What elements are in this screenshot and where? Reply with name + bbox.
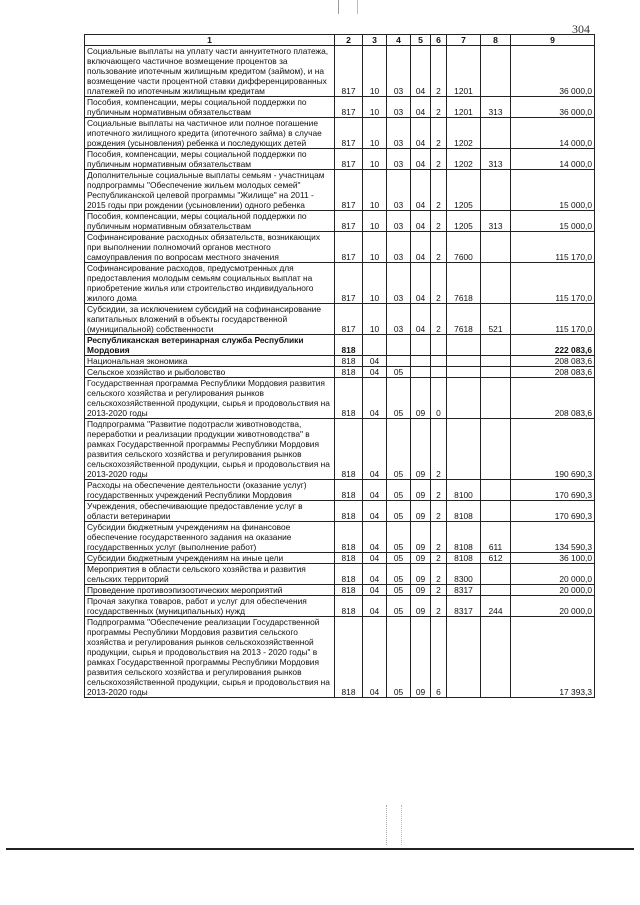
row-expense-type-cell: [481, 335, 511, 356]
row-expense-type-cell: 313: [481, 149, 511, 170]
row-subsection-cell: 05: [387, 501, 411, 522]
row-target-cell: 8108: [447, 553, 481, 564]
row-section-cell: 04: [363, 378, 387, 419]
row-amount-cell: 208 083,6: [511, 367, 595, 378]
row-code-cell: 818: [335, 596, 363, 617]
row-section-cell: 04: [363, 480, 387, 501]
row-target-cell: 8108: [447, 522, 481, 553]
row-expense-type-cell: [481, 480, 511, 501]
table-row: [85, 304, 595, 335]
row-target-cell: [447, 378, 481, 419]
row-amount-cell: 115 170,0: [511, 263, 595, 304]
table-row: [85, 553, 595, 564]
row-subsection-cell: 03: [387, 232, 411, 263]
row-program-cell: 09: [411, 480, 431, 501]
row-subsection-cell: 03: [387, 211, 411, 232]
row-expense-type-cell: [481, 356, 511, 367]
row-amount-cell: 20 000,0: [511, 596, 595, 617]
row-section-cell: 10: [363, 211, 387, 232]
row-name-cell: Проведение противоэпизоотических мероприятий: [85, 585, 335, 596]
row-target-cell: 7618: [447, 304, 481, 335]
row-section-cell: 10: [363, 46, 387, 97]
row-amount-cell: 134 590,3: [511, 522, 595, 553]
row-amount-cell: 15 000,0: [511, 211, 595, 232]
row-target-cell: 1202: [447, 118, 481, 149]
row-section-cell: 10: [363, 149, 387, 170]
row-subprogram-cell: 2: [431, 564, 447, 585]
scan-artifact-bottom: [386, 805, 402, 845]
row-program-cell: 04: [411, 170, 431, 211]
row-name-cell: Софинансирование расходных обязательств, возникающих при выполнении полномочий органов местного самоуправления по вопросам местного значения: [85, 232, 335, 263]
row-subprogram-cell: 2: [431, 522, 447, 553]
row-amount-cell: 20 000,0: [511, 564, 595, 585]
column-header: 2: [335, 35, 363, 46]
row-subsection-cell: 03: [387, 304, 411, 335]
row-program-cell: 09: [411, 564, 431, 585]
row-expense-type-cell: [481, 118, 511, 149]
row-amount-cell: 36 100,0: [511, 553, 595, 564]
row-amount-cell: 20 000,0: [511, 585, 595, 596]
row-program-cell: 04: [411, 118, 431, 149]
page-number: 304: [572, 22, 590, 36]
row-subprogram-cell: 2: [431, 419, 447, 480]
row-target-cell: 7600: [447, 232, 481, 263]
row-code-cell: 817: [335, 304, 363, 335]
row-amount-cell: 222 083,6: [511, 335, 595, 356]
row-program-cell: 09: [411, 378, 431, 419]
column-header: 7: [447, 35, 481, 46]
row-name-cell: Прочая закупка товаров, работ и услуг для обеспечения государственных (муниципальных) нужд: [85, 596, 335, 617]
row-subprogram-cell: [431, 335, 447, 356]
row-name-cell: Сельское хозяйство и рыболовство: [85, 367, 335, 378]
table-row: [85, 335, 595, 356]
column-header: 1: [85, 35, 335, 46]
column-header: 3: [363, 35, 387, 46]
row-program-cell: 09: [411, 553, 431, 564]
row-program-cell: 04: [411, 211, 431, 232]
row-program-cell: 09: [411, 585, 431, 596]
row-code-cell: 817: [335, 232, 363, 263]
row-subsection-cell: 05: [387, 367, 411, 378]
row-subsection-cell: 03: [387, 118, 411, 149]
row-section-cell: 10: [363, 232, 387, 263]
row-expense-type-cell: [481, 170, 511, 211]
column-header: 4: [387, 35, 411, 46]
table-row: [85, 263, 595, 304]
row-section-cell: 04: [363, 596, 387, 617]
row-amount-cell: 14 000,0: [511, 149, 595, 170]
column-header: 5: [411, 35, 431, 46]
row-target-cell: 1201: [447, 46, 481, 97]
row-subsection-cell: [387, 356, 411, 367]
row-program-cell: 09: [411, 617, 431, 698]
row-subprogram-cell: 2: [431, 553, 447, 564]
table-row: [85, 522, 595, 553]
row-target-cell: 8317: [447, 596, 481, 617]
row-target-cell: 1201: [447, 97, 481, 118]
row-name-cell: Дополнительные социальные выплаты семьям - участницам подпрограммы "Обеспечение жильем молодых семей" Республиканской целевой программы "Жилище" на 2011 - 2015 годы при рождении (усыновлении) одного ребенка: [85, 170, 335, 211]
row-target-cell: 8300: [447, 564, 481, 585]
table-row: [85, 419, 595, 480]
row-program-cell: 04: [411, 232, 431, 263]
row-subsection-cell: 03: [387, 149, 411, 170]
row-subprogram-cell: [431, 367, 447, 378]
table-row: [85, 617, 595, 698]
row-section-cell: 04: [363, 356, 387, 367]
row-section-cell: 10: [363, 304, 387, 335]
row-expense-type-cell: 313: [481, 97, 511, 118]
row-code-cell: 818: [335, 585, 363, 596]
row-name-cell: Подпрограмма "Развитие подотрасли животноводства, переработки и реализации продукции животноводства" в рамках Государственной программы Республики Мордовия развития сельского хозяйства и регулирования рынков сельскохозяйственной продукции, сырья и продовольствия на 2013-2020 годы: [85, 419, 335, 480]
row-subprogram-cell: 2: [431, 232, 447, 263]
table-header-row: [85, 35, 595, 46]
row-subprogram-cell: 2: [431, 211, 447, 232]
table-row: [85, 170, 595, 211]
row-subprogram-cell: 2: [431, 170, 447, 211]
row-expense-type-cell: 521: [481, 304, 511, 335]
table-row: [85, 97, 595, 118]
column-header: 6: [431, 35, 447, 46]
row-subprogram-cell: 2: [431, 480, 447, 501]
row-subsection-cell: 05: [387, 480, 411, 501]
row-code-cell: 818: [335, 335, 363, 356]
table-row: [85, 480, 595, 501]
table-row: [85, 585, 595, 596]
row-amount-cell: 208 083,6: [511, 378, 595, 419]
row-name-cell: Социальные выплаты на частичное или полное погашение ипотечного жилищного кредита (ипотечного займа) в случае рождения (усыновления) ребенка и последующих детей: [85, 118, 335, 149]
row-name-cell: Социальные выплаты на уплату части аннуитетного платежа, включающего частичное возмещение процентов за пользование ипотечным жилищным кредитом (займом), и на возмещение части процентной ставки дифференцированных платежей по ипотечным жилищным кредитам: [85, 46, 335, 97]
row-target-cell: [447, 356, 481, 367]
row-subprogram-cell: [431, 356, 447, 367]
row-amount-cell: 170 690,3: [511, 501, 595, 522]
row-amount-cell: 36 000,0: [511, 46, 595, 97]
row-program-cell: [411, 335, 431, 356]
row-subprogram-cell: 2: [431, 585, 447, 596]
row-subsection-cell: 05: [387, 617, 411, 698]
row-section-cell: [363, 335, 387, 356]
table-row: [85, 118, 595, 149]
row-amount-cell: 17 393,3: [511, 617, 595, 698]
row-amount-cell: 115 170,0: [511, 304, 595, 335]
row-section-cell: 04: [363, 419, 387, 480]
row-code-cell: 818: [335, 367, 363, 378]
row-expense-type-cell: [481, 378, 511, 419]
row-expense-type-cell: [481, 232, 511, 263]
table-row: [85, 46, 595, 97]
row-program-cell: 04: [411, 97, 431, 118]
row-program-cell: 09: [411, 596, 431, 617]
row-subprogram-cell: 2: [431, 501, 447, 522]
row-program-cell: 04: [411, 263, 431, 304]
row-code-cell: 817: [335, 263, 363, 304]
row-subsection-cell: 03: [387, 97, 411, 118]
row-code-cell: 818: [335, 522, 363, 553]
row-subprogram-cell: 2: [431, 46, 447, 97]
row-amount-cell: 115 170,0: [511, 232, 595, 263]
row-code-cell: 818: [335, 564, 363, 585]
row-code-cell: 818: [335, 480, 363, 501]
row-target-cell: 8108: [447, 501, 481, 522]
row-name-cell: Софинансирование расходов, предусмотренных для предоставления молодым семьям социальных выплат на приобретение жилья или строительство индивидуального жилого дома: [85, 263, 335, 304]
row-program-cell: [411, 356, 431, 367]
row-section-cell: 10: [363, 97, 387, 118]
row-expense-type-cell: 313: [481, 211, 511, 232]
row-section-cell: 04: [363, 501, 387, 522]
row-subsection-cell: 03: [387, 263, 411, 304]
budget-table: [84, 34, 595, 698]
row-amount-cell: 190 690,3: [511, 419, 595, 480]
row-target-cell: [447, 335, 481, 356]
row-section-cell: 10: [363, 118, 387, 149]
row-name-cell: Республиканская ветеринарная служба Республики Мордовия: [85, 335, 335, 356]
row-name-cell: Мероприятия в области сельского хозяйства и развития сельских территорий: [85, 564, 335, 585]
row-code-cell: 817: [335, 149, 363, 170]
row-name-cell: Расходы на обеспечение деятельности (оказание услуг) государственных учреждений Республики Мордовия: [85, 480, 335, 501]
row-subprogram-cell: 6: [431, 617, 447, 698]
row-program-cell: 04: [411, 46, 431, 97]
row-section-cell: 04: [363, 553, 387, 564]
row-subsection-cell: 05: [387, 564, 411, 585]
row-program-cell: 04: [411, 304, 431, 335]
table-row: [85, 211, 595, 232]
table-row: [85, 356, 595, 367]
row-expense-type-cell: [481, 367, 511, 378]
row-name-cell: Учреждения, обеспечивающие предоставление услуг в области ветеринарии: [85, 501, 335, 522]
row-target-cell: 8100: [447, 480, 481, 501]
row-target-cell: 1205: [447, 211, 481, 232]
row-target-cell: 8317: [447, 585, 481, 596]
row-amount-cell: 14 000,0: [511, 118, 595, 149]
row-name-cell: Пособия, компенсации, меры социальной поддержки по публичным нормативным обязательствам: [85, 149, 335, 170]
row-subsection-cell: 05: [387, 378, 411, 419]
row-subprogram-cell: 2: [431, 304, 447, 335]
row-program-cell: 04: [411, 149, 431, 170]
row-code-cell: 817: [335, 211, 363, 232]
row-code-cell: 818: [335, 553, 363, 564]
column-header: 9: [511, 35, 595, 46]
row-subprogram-cell: 0: [431, 378, 447, 419]
table-row: [85, 232, 595, 263]
row-section-cell: 04: [363, 564, 387, 585]
row-name-cell: Субсидии бюджетным учреждениям на иные цели: [85, 553, 335, 564]
row-section-cell: 10: [363, 263, 387, 304]
row-code-cell: 818: [335, 356, 363, 367]
table-row: [85, 367, 595, 378]
row-code-cell: 817: [335, 46, 363, 97]
row-name-cell: Национальная экономика: [85, 356, 335, 367]
table-row: [85, 378, 595, 419]
row-section-cell: 04: [363, 585, 387, 596]
row-name-cell: Субсидии бюджетным учреждениям на финансовое обеспечение государственного задания на оказание государственных услуг (выполнение работ): [85, 522, 335, 553]
row-expense-type-cell: [481, 263, 511, 304]
row-name-cell: Пособия, компенсации, меры социальной поддержки по публичным нормативным обязательствам: [85, 97, 335, 118]
row-subsection-cell: 05: [387, 596, 411, 617]
row-target-cell: [447, 617, 481, 698]
row-expense-type-cell: 612: [481, 553, 511, 564]
row-subsection-cell: 05: [387, 553, 411, 564]
row-name-cell: Государственная программа Республики Мордовия развития сельского хозяйства и регулирования рынков сельскохозяйственной продукции, сырья и продовольствия на 2013-2020 годы: [85, 378, 335, 419]
row-expense-type-cell: [481, 564, 511, 585]
row-program-cell: 09: [411, 419, 431, 480]
row-section-cell: 04: [363, 522, 387, 553]
row-amount-cell: 208 083,6: [511, 356, 595, 367]
row-amount-cell: 170 690,3: [511, 480, 595, 501]
row-amount-cell: 15 000,0: [511, 170, 595, 211]
row-code-cell: 818: [335, 617, 363, 698]
row-subprogram-cell: 2: [431, 596, 447, 617]
table-row: [85, 596, 595, 617]
table-row: [85, 501, 595, 522]
row-code-cell: 817: [335, 118, 363, 149]
row-section-cell: 04: [363, 367, 387, 378]
row-target-cell: 1205: [447, 170, 481, 211]
scan-artifact-top: [338, 0, 358, 14]
row-target-cell: 1202: [447, 149, 481, 170]
row-amount-cell: 36 000,0: [511, 97, 595, 118]
row-subprogram-cell: 2: [431, 149, 447, 170]
row-expense-type-cell: 611: [481, 522, 511, 553]
budget-table-body: [85, 46, 595, 698]
row-target-cell: [447, 367, 481, 378]
row-expense-type-cell: 244: [481, 596, 511, 617]
row-name-cell: Пособия, компенсации, меры социальной поддержки по публичным нормативным обязательствам: [85, 211, 335, 232]
row-section-cell: 04: [363, 617, 387, 698]
row-expense-type-cell: [481, 501, 511, 522]
row-code-cell: 818: [335, 501, 363, 522]
row-subprogram-cell: 2: [431, 263, 447, 304]
row-code-cell: 817: [335, 170, 363, 211]
row-subsection-cell: 05: [387, 585, 411, 596]
row-subsection-cell: 03: [387, 46, 411, 97]
table-row: [85, 149, 595, 170]
row-expense-type-cell: [481, 617, 511, 698]
row-expense-type-cell: [481, 419, 511, 480]
row-name-cell: Подпрограмма "Обеспечение реализации Государственной программы Республики Мордовия развития сельского хозяйства и регулирования рынков сельскохозяйственной продукции, сырья и продовольствия на 2013 - 2020 годы" в рамках Государственной программы Республики Мордовия развития сельского хозяйства и регулирования рынков сельскохозяйственной продукции, сырья и продовольствия на 2013-2020 годы: [85, 617, 335, 698]
table-row: [85, 564, 595, 585]
row-subsection-cell: 05: [387, 522, 411, 553]
row-expense-type-cell: [481, 46, 511, 97]
row-target-cell: 7618: [447, 263, 481, 304]
row-program-cell: 09: [411, 501, 431, 522]
row-subsection-cell: 05: [387, 419, 411, 480]
row-expense-type-cell: [481, 585, 511, 596]
page-bottom-rule: [6, 848, 634, 850]
row-subsection-cell: [387, 335, 411, 356]
row-name-cell: Субсидии, за исключением субсидий на софинансирование капитальных вложений в объекты государственной (муниципальной) собственности: [85, 304, 335, 335]
row-section-cell: 10: [363, 170, 387, 211]
row-program-cell: 09: [411, 522, 431, 553]
column-header: 8: [481, 35, 511, 46]
row-target-cell: [447, 419, 481, 480]
row-subsection-cell: 03: [387, 170, 411, 211]
row-subprogram-cell: 2: [431, 118, 447, 149]
row-code-cell: 818: [335, 419, 363, 480]
row-code-cell: 818: [335, 378, 363, 419]
row-program-cell: [411, 367, 431, 378]
row-code-cell: 817: [335, 97, 363, 118]
row-subprogram-cell: 2: [431, 97, 447, 118]
